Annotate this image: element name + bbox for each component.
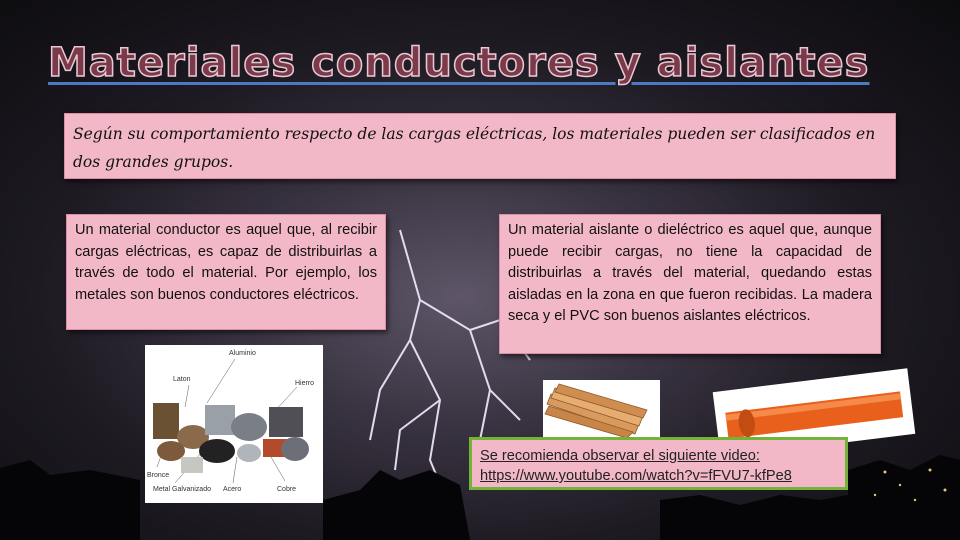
intro-text-box <box>64 113 896 179</box>
page-title: Materiales conductores y aislantes <box>48 40 870 86</box>
aislante-text-before: Un material <box>508 222 589 238</box>
video-link[interactable]: https://www.youtube.com/watch?v=fFVU7-kfPe8 <box>480 468 792 484</box>
wood-image <box>543 380 660 440</box>
label-aluminio: Aluminio <box>229 350 256 357</box>
conductor-text-box <box>66 214 386 330</box>
aislante-keyword: aislante o dieléctrico <box>588 222 724 238</box>
aislante-text-box <box>499 214 881 354</box>
conductor-text-after: es aquel que, al recibir cargas eléctricas, es capaz de distribuirlas a través de todo el material. Por ejemplo, los metales son buenos conductores eléctricos. <box>75 222 378 303</box>
conductor-keyword: conductor <box>156 222 221 238</box>
label-bronce: Bronce <box>147 472 170 479</box>
metals-image <box>145 345 323 503</box>
conductor-text-before: Un material <box>75 222 157 238</box>
label-acero: Acero <box>223 486 242 493</box>
label-metal-galvanizado: Metal Galvanizado <box>153 486 211 493</box>
video-intro-text: Se recomienda observar el siguiente video: <box>480 448 760 464</box>
video-recommendation-box <box>469 437 848 490</box>
aislante-text-after: es aquel que, aunque puede recibir cargas, no tiene la capacidad de distribuirlas a través del material, quedando estas aisladas en la zona en que fueron recibidas. La madera seca y el PVC son buenos aislantes eléctricos. <box>508 222 872 325</box>
label-cobre: Cobre <box>277 486 297 493</box>
intro-text: Según su comportamiento respecto de las cargas eléctricas, los materiales pueden ser clasificados en dos grandes grupos. <box>73 125 876 171</box>
label-hierro: Hierro <box>295 380 315 387</box>
label-laton: Laton <box>173 376 191 383</box>
